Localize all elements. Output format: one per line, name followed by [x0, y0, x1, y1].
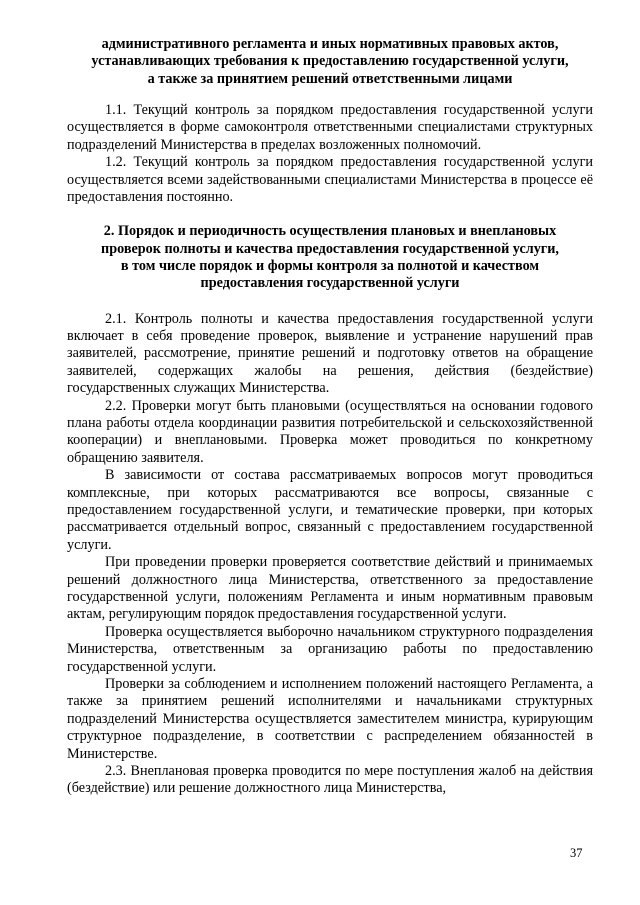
paragraph-1-2: 1.2. Текущий контроль за порядком предоставления государственной услуги осуществляется всеми задействованными специалистами Министерства в процессе её предоставления постоянно.	[67, 154, 593, 205]
page-number: 37	[570, 846, 583, 860]
paragraph-check-oversight: Проверки за соблюдением и исполнением положений настоящего Регламента, а также за принятием решений исполнителями и начальниками структурных подразделений Министерства осуществляется заместителем министра, курирующим структурное подразделение, в соответствии с распределением обязанностей в Министерстве.	[67, 676, 593, 762]
heading-line: предоставления государственной услуги	[200, 275, 460, 292]
paragraph-2-3: 2.3. Внеплановая проверка проводится по мере поступления жалоб на действия (бездействие) или решение должностного лица Министерства,	[67, 763, 593, 797]
paragraph-check-performer: Проверка осуществляется выборочно начальником структурного подразделения Министерства, ответственным за организацию работы по предоставлению государственной услуги.	[67, 623, 593, 675]
paragraph-check-compliance: При проведении проверки проверяется соответствие действий и принимаемых решений должностного лица Министерства, ответственного за предоставление государственной услуги, положениям Регламента и иным нормативным правовым актам, регулирующим порядок предоставления государственной услуги.	[67, 554, 593, 623]
heading-line: 2. Порядок и периодичность осуществления плановых и внеплановых	[103, 223, 557, 240]
paragraph-2-2: 2.2. Проверки могут быть плановыми (осуществляться на основании годового плана работы отдела координации развития потребительской и сельскохозяйственной кооперации) и внеплановыми. Проверка может проводиться по конкретному обращению заявителя.	[67, 397, 593, 466]
document-page	[67, 36, 593, 798]
heading-line: проверок полноты и качества предоставления государственной услуги,	[101, 240, 559, 257]
heading-line: в том числе порядок и формы контроля за полнотой и качеством	[120, 257, 540, 274]
paragraph-1-1: 1.1. Текущий контроль за порядком предоставления государственной услуги осуществляется в форме самоконтроля ответственными специалистами структурных подразделений Министерства в пределах возложенных полномочий.	[67, 101, 593, 153]
heading-line: устанавливающих требования к предоставлению государственной услуги,	[91, 53, 569, 70]
section-1-heading	[67, 36, 593, 88]
section-2-heading	[67, 223, 593, 292]
heading-line: административного регламента и иных нормативных правовых актов,	[101, 36, 559, 52]
heading-line: а также за принятием решений ответственными лицами	[147, 70, 513, 87]
paragraph-2-1: 2.1. Контроль полноты и качества предоставления государственной услуги включает в себя проведение проверок, выявление и устранение нарушений прав заявителей, рассмотрение, принятие решений и подготовку ответов на обращение заявителей, содержащих жалобы на решения, действия (бездействие) государственных служащих Министерства.	[67, 310, 593, 397]
paragraph-check-types: В зависимости от состава рассматриваемых вопросов могут проводиться комплексные, при которых рассматриваются все вопросы, связанные с предоставлением государственной услуги, и тематические проверки, при которых рассматривается отдельный вопрос, связанный с предоставлением государственной услуги.	[67, 467, 593, 553]
